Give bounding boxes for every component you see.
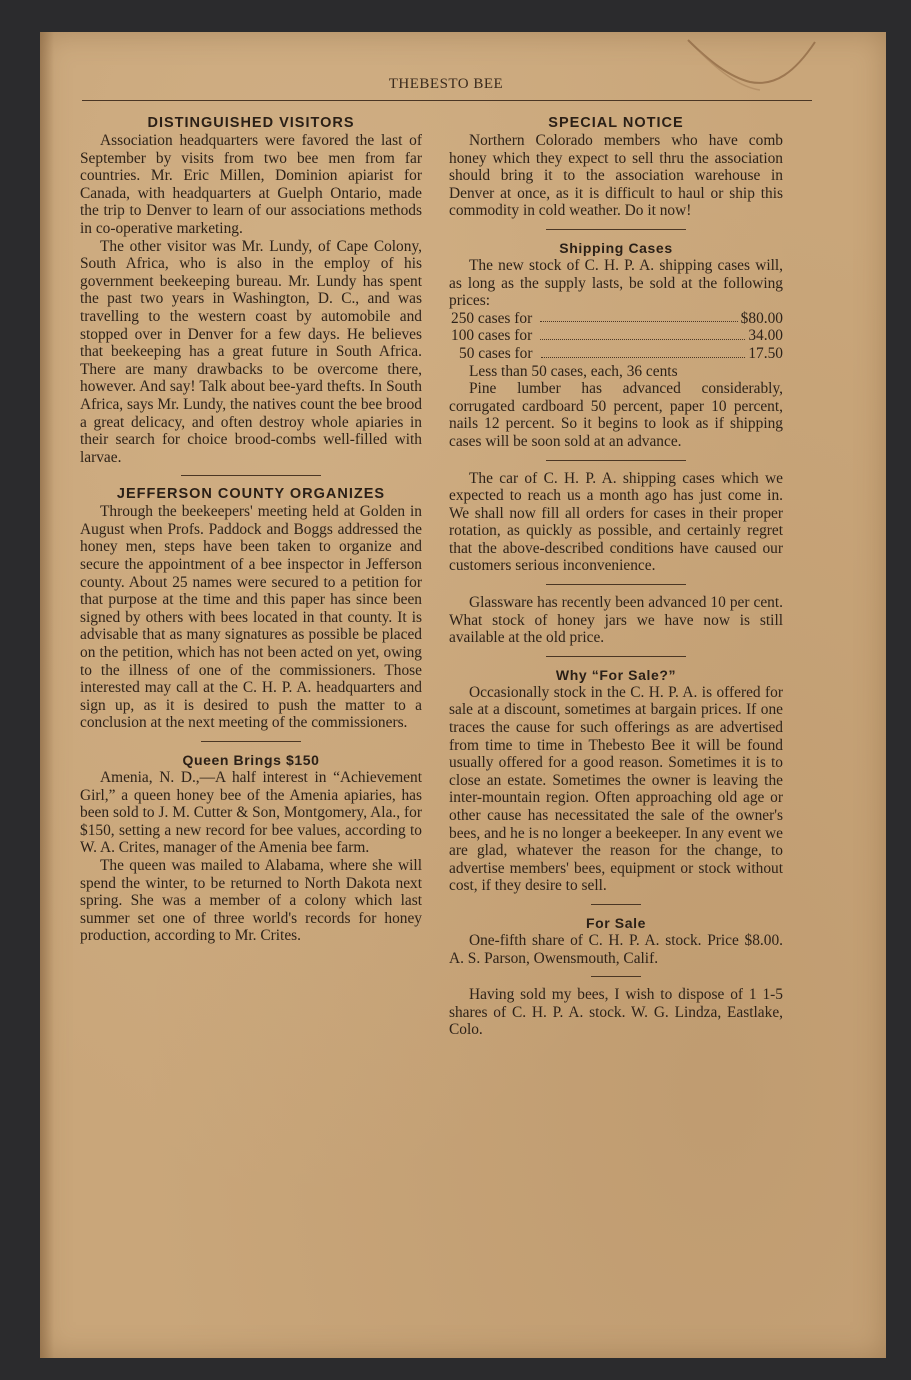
page-spine-shadow xyxy=(40,32,54,1358)
newsletter-title: THEBESTO BEE xyxy=(388,76,504,92)
shipping-less-than: Less than 50 cases, each, 36 cents xyxy=(469,362,678,380)
price-leader xyxy=(540,327,745,340)
price-amount: 17.50 xyxy=(748,344,783,362)
for-sale-paragraph-1: One-fifth share of C. H. P. A. stock. Price $8.00. A. S. Parson, Owensmouth, Calif. xyxy=(449,931,783,967)
special-notice-paragraph: Northern Colorado members who have comb honey which they expect to sell thru the association should bring it to the association warehouse in Denver at once, as it is difficult to haul or ship this commodity in cold weather. Do it now! xyxy=(449,132,783,220)
queen-heading: Queen Brings $150 xyxy=(182,752,320,768)
queen-paragraph-2: The queen was mailed to Alabama, where she will spend the winter, to be returned to North Dakota next spring. She was a member of a colony which last summer set one of three world's records for honey production, according to Mr. Crites. xyxy=(80,856,422,945)
jefferson-paragraph: Through the beekeepers' meeting held at Golden in August when Profs. Paddock and Boggs addressed the honey men, steps have been taken to organize and secure the appointment of a bee inspector in Jefferson county. About 25 names were secured to a petition for that purpose at the time and this paper has since been signed by others with bees located in that county. It is advisable that as many signatures as possible be placed on the petition, which has not been acted on yet, owing to the illness of one of the commissioners. Those interested may call at the C. H. P. A. headquarters and sign up, as it is desired to push the matter to a conclusion at the next meeting of the commissioners. xyxy=(80,503,422,732)
section-divider xyxy=(546,656,686,657)
header-rule xyxy=(82,100,812,101)
price-amount: $80.00 xyxy=(740,309,783,327)
for-sale-paragraph-2: Having sold my bees, I wish to dispose of 1 1-5 shares of C. H. P. A. stock. W. G. Lindza, Eastlake, Colo. xyxy=(449,986,783,1039)
right-column xyxy=(449,114,783,1039)
visitors-paragraph-2: The other visitor was Mr. Lundy, of Cape Colony, South Africa, who is also in the employ of his government beekeeping bureau. Mr. Lundy has spent the past two years in Washington, D. C., and was travelling to the western coast by automobile and stopped over in Denver for a few days. He believes that beekeeping has a great future in South Africa. There are many drawbacks to be overcome there, however. And say! Talk about bee-yard thefts. In South Africa, says Mr. Lundy, the natives count the bee brood a great delicacy, and often destroy whole apiaries in their search for choice brood-combs well-filled with larvae. xyxy=(80,237,422,466)
price-quantity: 50 cases for xyxy=(459,344,533,362)
shipping-cases-heading: Shipping Cases xyxy=(559,239,673,256)
for-sale-heading: For Sale xyxy=(585,914,647,931)
section-divider xyxy=(546,584,686,585)
section-divider xyxy=(546,229,686,230)
special-notice-heading: SPECIAL NOTICE xyxy=(548,115,684,131)
price-row xyxy=(449,327,783,345)
price-row xyxy=(449,310,783,328)
glassware-paragraph: Glassware has recently been advanced 10 per cent. What stock of honey jars we have now is still available at the old price. xyxy=(449,594,783,647)
price-leader xyxy=(541,345,746,358)
shipping-cases-paragraph-2: Pine lumber has advanced considerably, corrugated cardboard 50 percent, paper 10 percent, nails 12 percent. So it begins to look as if shipping cases will be soon sold at an advance. xyxy=(449,380,783,450)
section-divider xyxy=(591,904,641,905)
left-column xyxy=(80,114,422,945)
price-quantity: 100 cases for xyxy=(451,327,533,345)
visitors-paragraph-1: Association headquarters were favored the last of September by visits from two bee men from far countries. Mr. Eric Millen, Dominion apiarist for Canada, with headquarters at Guelph Ontario, made the trip to Denver to learn of our associations methods in co-operative marketing. xyxy=(80,132,422,237)
price-amount: 34.00 xyxy=(748,327,783,345)
why-for-sale-heading: Why “For Sale?” xyxy=(555,666,677,683)
jefferson-heading: JEFFERSON COUNTY ORGANIZES xyxy=(116,486,386,503)
section-divider xyxy=(591,976,641,977)
price-leader xyxy=(540,310,737,323)
price-row xyxy=(449,345,783,363)
section-divider xyxy=(181,475,321,476)
shipping-cases-intro: The new stock of C. H. P. A. shipping cases will, as long as the supply lasts, be sold at the following prices: xyxy=(449,256,783,310)
why-for-sale-paragraph: Occasionally stock in the C. H. P. A. is offered for sale at a discount, sometimes at bargain prices. If one traces the cause for such offerings as are advertised from time to time in Thebesto Bee it will be found usually offered for a good reason. Sometimes it is to close an estate. Sometimes the owner is leaving the inter-mountain region. Often approaching old age or other cause has necessitated the sale of the owner's bees, and he is no longer a beekeeper. In any event we are glad, whatever the reason for the change, to advertise members' bees, equipment or stock without cost, if they desire to sell. xyxy=(449,683,783,895)
queen-paragraph-1: Amenia, N. D.,—A half interest in “Achievement Girl,” a queen honey bee of the Amenia apiaries, has been sold to J. M. Cutter & Son, Montgomery, Ala., for $150, setting a new record for bee values, according to W. A. Crites, manager of the Amenia bee farm. xyxy=(80,769,422,857)
price-quantity: 250 cases for xyxy=(451,309,533,327)
section-divider xyxy=(201,741,301,742)
car-paragraph: The car of C. H. P. A. shipping cases which we expected to reach us a month ago has just come in. We shall now fill all orders for cases in their proper rotation, as quickly as possible, and certainly regret that the above-described conditions have caused our customers serious inconvenience. xyxy=(449,469,783,575)
section-divider xyxy=(546,460,686,461)
visitors-heading: DISTINGUISHED VISITORS xyxy=(147,115,355,131)
